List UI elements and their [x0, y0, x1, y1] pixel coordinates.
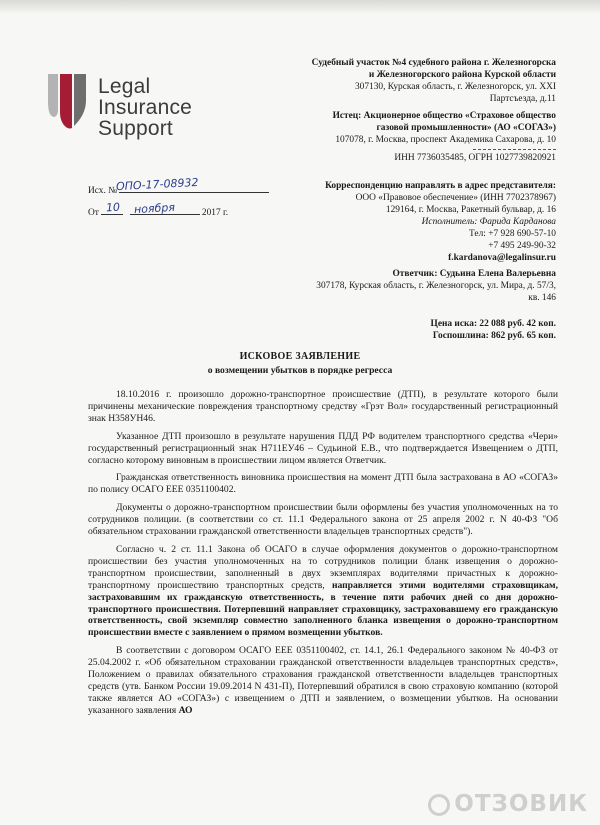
paragraph-2: Указанное ДТП произошло в результате нарушения ПДД РФ водителем транспортного средства «Чери» государственный регистрационный знак Н711ЕУ46 – Судьиной Е.В., что подтверждается Извещением о ДТП, согласно которому виновным в происшествии лицом является Ответчик.: [88, 430, 558, 466]
outgoing-date-year: 2017 г.: [201, 208, 229, 218]
paragraph-5: [88, 544, 558, 639]
company-logo: [44, 70, 264, 140]
court-address-2: Партсъезда, д.11: [489, 94, 556, 104]
logo-line-1: Legal: [98, 75, 151, 98]
representative-executor: Исполнитель: Фарида Карданова: [421, 217, 556, 227]
document-subtitle: о возмещении убытков в порядке регресса: [207, 365, 393, 376]
paragraph-5-bold: направляется этими водителями страховщикам, застраховавшим их гражданскую ответственность, в течение пяти рабочих дней со дня дорожно-транспортного происшествия. Потерпевший направляет страховщику, застраховавшему его гражданскую ответственность, свой экземпляр совместно заполненного бланка извещения о дорожно-транспортном происшествии вместе с заявлением о прямом возмещении убытков.: [88, 579, 558, 639]
outgoing-number-label: Исх. №: [88, 186, 118, 196]
plaintiff-ids: ИНН 7736035485, ОГРН 1027739820921: [394, 153, 556, 163]
handwritten-ref: ОПО-17-08932: [115, 175, 199, 194]
claim-block: [431, 318, 556, 342]
plaintiff-name: Акционерное общество «Страховое общество: [363, 111, 556, 121]
defendant-label: Ответчик: Судьина Елена Валерьевна: [392, 269, 556, 279]
representative-email: f.kardanova@legalinsur.ru: [448, 253, 556, 263]
plaintiff-label: Истец:: [332, 111, 362, 121]
plaintiff-address: 107078, г. Москва, проспект Академика Сахарова, д. 10: [335, 135, 556, 145]
court-address: 307130, Курская область, г. Железногорск, ул. XXI: [354, 82, 556, 92]
shield-logo-icon: [44, 70, 94, 136]
representative-label: Корреспонденцию направлять в адрес представителя:: [325, 181, 556, 191]
representative-phone-2: +7 495 249-90-32: [488, 241, 556, 251]
outgoing-date-label: От: [88, 208, 99, 218]
court-block: [312, 57, 556, 105]
watermark-text: ОТЗОВИК: [454, 791, 588, 817]
representative-block: [325, 180, 556, 264]
watermark: [428, 791, 588, 817]
document-title: ИСКОВОЕ ЗАЯВЛЕНИЕ: [239, 351, 361, 362]
document-body: [88, 389, 558, 723]
paragraph-6-bold: АО: [178, 704, 193, 716]
logo-line-2: Insurance: [98, 96, 193, 119]
watermark-circle-icon: [428, 794, 450, 816]
plaintiff-name-2: газовой промышленности» (АО «СОГАЗ»): [376, 123, 556, 133]
defendant-address: 307178, Курская область, г. Железногорск, ул. Мира, д. 57/3,: [316, 281, 556, 291]
paragraph-3: Гражданская ответственность виновника происшествия на момент ДТП была застрахована в АО «СОГАЗ» по полису ОСАГО ЕЕЕ 0351100402.: [88, 472, 558, 496]
defendant-block: [316, 268, 556, 304]
claim-price: Цена иска: 22 088 руб. 42 коп.: [430, 319, 556, 329]
representative-org: ООО «Правовое обеспечение» (ИНН 7702378967): [355, 193, 556, 203]
representative-address: 129164, г. Москва, Ракетный бульвар, д. 16: [385, 205, 556, 215]
paragraph-1: 18.10.2016 г. произошло дорожно-транспортное происшествие (ДТП), в результате которого были причинены механические повреждения транспортному средству «Грэт Вол» государственный регистрационный знак Н358УН46.: [88, 389, 558, 424]
logo-line-3: Support: [98, 117, 173, 140]
representative-phone-1: Тел: +7 928 690-57-10: [469, 229, 556, 239]
handwritten-day: 10: [105, 200, 121, 215]
defendant-address-2: кв. 146: [528, 293, 556, 303]
court-name: Судебный участок №4 судебного района г. Железногорска: [311, 58, 556, 68]
paragraph-6: [88, 645, 558, 716]
state-duty: Госпошлина: 862 руб. 65 коп.: [432, 331, 556, 341]
paragraph-6-text: В соответствии с договором ОСАГО ЕЕЕ 0351100402, ст. 14.1, 26.1 Федерального законом № 40-ФЗ от 25.04.2002 г. «Об обязательном страховании гражданской ответственности владельцев транспортных средств», Положением о правилах обязательного страхования гражданской ответственности владельцев транспортных средств (утв. Банком России 19.09.2014 N 431-П), Потерпевший обратился в свою страховую компанию (которой также является АО «СОГАЗ») с извещением о ДТП и заявлением, о возмещении убытков. На основании указанного заявления: [88, 645, 558, 716]
scan-shadow: [0, 0, 600, 14]
plaintiff-block: [333, 110, 556, 164]
court-region: и Железногорского района Курской области: [368, 70, 556, 80]
logo-wordmark: [98, 76, 192, 139]
handwritten-month: ноября: [133, 200, 176, 217]
paragraph-4: Документы о дорожно-транспортном происшествии были оформлены без участия уполномоченных на то сотрудников полиции. (в соответствии со ст. 11.1 Федерального закона от 25 апреля 2002 г. N 40-ФЗ "Об обязательном страховании гражданской ответственности владельцев транспортных средств").: [88, 502, 558, 538]
paragraph-5-text: Согласно ч. 2 ст. 11.1 Закона об ОСАГО в случае оформления документов о дорожно-транспортном происшествии без участия уполномоченных на то сотрудников полиции бланк извещения о дорожно-транспортном происшествии, заполненный в двух экземплярах водителями причастных к дорожно-транспортному происшествию транспортных средств,: [88, 543, 558, 591]
